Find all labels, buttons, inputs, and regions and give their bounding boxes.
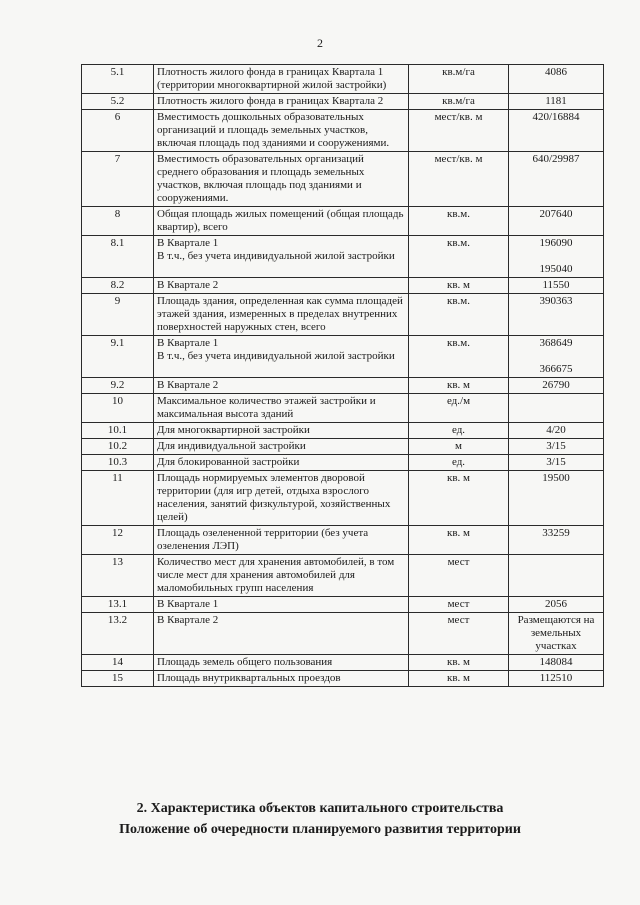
- indicator-description-cell: Плотность жилого фонда в границах Квартала 2: [154, 94, 409, 110]
- row-number-cell: 7: [82, 152, 154, 207]
- value-cell: [509, 655, 604, 671]
- value-text: 640/29987: [532, 153, 580, 165]
- indicators-table: [81, 64, 604, 687]
- unit-cell: кв. м: [409, 471, 509, 526]
- row-number-cell: 8.1: [82, 236, 154, 278]
- value-cell: [509, 597, 604, 613]
- value-text: [512, 556, 600, 569]
- row-number-cell: 5.1: [82, 65, 154, 94]
- unit-cell: кв. м: [409, 655, 509, 671]
- table-row: [82, 94, 604, 110]
- indicator-description-cell: Вместимость дошкольных образовательных организаций и площадь земельных участков, включая площадь под зданиями и сооружениями.: [154, 110, 409, 152]
- indicator-description-cell: Площадь земель общего пользования: [154, 655, 409, 671]
- indicator-description-cell: Площадь внутриквартальных проездов: [154, 671, 409, 687]
- value-text: 148084: [539, 656, 573, 668]
- row-number-cell: 9: [82, 294, 154, 336]
- table-row: [82, 455, 604, 471]
- value-text: [512, 250, 600, 263]
- value-text: 1181: [545, 95, 567, 107]
- value-cell: [509, 671, 604, 687]
- unit-cell: ед.: [409, 423, 509, 439]
- value-cell: [509, 555, 604, 597]
- table-row: [82, 394, 604, 423]
- unit-cell: мест: [409, 555, 509, 597]
- value-cell: [509, 152, 604, 207]
- row-number-cell: 10: [82, 394, 154, 423]
- table-row: [82, 671, 604, 687]
- unit-cell: кв. м: [409, 378, 509, 394]
- indicator-description-cell: Площадь нормируемых элементов дворовой территории (для игр детей, отдыха взрослого населения, занятий физкультурой, хозяйственных целей): [154, 471, 409, 526]
- row-number-cell: 9.1: [82, 336, 154, 378]
- table-row: [82, 555, 604, 597]
- indicator-description-cell: Для индивидуальной застройки: [154, 439, 409, 455]
- value-text: 390363: [539, 295, 573, 307]
- value-text: [512, 395, 600, 408]
- value-text: 112510: [539, 672, 573, 684]
- table-row: [82, 110, 604, 152]
- unit-cell: кв. м: [409, 278, 509, 294]
- unit-cell: кв.м.: [409, 236, 509, 278]
- table-row: [82, 336, 604, 378]
- unit-cell: кв.м/га: [409, 94, 509, 110]
- indicator-description-cell: Общая площадь жилых помещений (общая площадь квартир), всего: [154, 207, 409, 236]
- indicator-description-cell: Максимальное количество этажей застройки и максимальная высота зданий: [154, 394, 409, 423]
- value-cell: [509, 394, 604, 423]
- value-cell: [509, 207, 604, 236]
- unit-cell: кв.м.: [409, 336, 509, 378]
- indicator-description-cell: В Квартале 1: [154, 597, 409, 613]
- indicator-description-cell: Вместимость образовательных организаций среднего образования и площадь земельных участков, включая площадь под зданиями и сооружениями.: [154, 152, 409, 207]
- table-row: [82, 294, 604, 336]
- indicator-description-cell: Количество мест для хранения автомобилей, в том числе мест для хранения автомобилей для маломобильных групп населения: [154, 555, 409, 597]
- value-text: 2056: [545, 598, 567, 610]
- section-heading-line-2: Положение об очередности планируемого развития территории: [119, 822, 521, 837]
- indicator-description-cell: В Квартале 2: [154, 378, 409, 394]
- indicator-description-cell: В Квартале 1 В т.ч., без учета индивидуальной жилой застройки: [154, 236, 409, 278]
- value-text: [512, 350, 600, 363]
- row-number-cell: 6: [82, 110, 154, 152]
- row-number-cell: 10.2: [82, 439, 154, 455]
- value-cell: [509, 94, 604, 110]
- page-number: 2: [317, 36, 323, 50]
- value-text: 196090: [539, 237, 573, 249]
- indicators-table-body: [82, 65, 604, 687]
- table-row: [82, 65, 604, 94]
- unit-cell: мест: [409, 613, 509, 655]
- unit-cell: мест/кв. м: [409, 110, 509, 152]
- section-heading: [0, 798, 640, 840]
- row-number-cell: 5.2: [82, 94, 154, 110]
- row-number-cell: 8.2: [82, 278, 154, 294]
- unit-cell: кв. м: [409, 526, 509, 555]
- value-text: 11550: [542, 279, 570, 291]
- indicator-description-cell: Для многоквартирной застройки: [154, 423, 409, 439]
- row-number-cell: 13.1: [82, 597, 154, 613]
- table-row: [82, 207, 604, 236]
- value-text: 207640: [539, 208, 573, 220]
- value-cell: [509, 294, 604, 336]
- row-number-cell: 9.2: [82, 378, 154, 394]
- table-row: [82, 278, 604, 294]
- unit-cell: м: [409, 439, 509, 455]
- unit-cell: ед./м: [409, 394, 509, 423]
- unit-cell: кв.м/га: [409, 65, 509, 94]
- value-cell: [509, 613, 604, 655]
- value-text: 3/15: [546, 440, 566, 452]
- section-heading-line-1: 2. Характеристика объектов капитального строительства: [136, 801, 504, 816]
- indicator-description-cell: В Квартале 2: [154, 278, 409, 294]
- table-row: [82, 613, 604, 655]
- unit-cell: мест: [409, 597, 509, 613]
- value-cell: [509, 378, 604, 394]
- value-text: 3/15: [546, 456, 566, 468]
- value-cell: [509, 455, 604, 471]
- value-text: 366675: [539, 363, 573, 375]
- value-text: 4086: [545, 66, 567, 78]
- row-number-cell: 14: [82, 655, 154, 671]
- value-text: 368649: [539, 337, 573, 349]
- unit-cell: кв.м.: [409, 207, 509, 236]
- value-text: 19500: [542, 472, 570, 484]
- row-number-cell: 15: [82, 671, 154, 687]
- table-row: [82, 526, 604, 555]
- row-number-cell: 12: [82, 526, 154, 555]
- row-number-cell: 11: [82, 471, 154, 526]
- unit-cell: мест/кв. м: [409, 152, 509, 207]
- indicator-description-cell: Площадь здания, определенная как сумма площадей этажей здания, измеренных в пределах внутренних поверхностей наружных стен, всего: [154, 294, 409, 336]
- table-row: [82, 423, 604, 439]
- value-cell: [509, 526, 604, 555]
- table-row: [82, 439, 604, 455]
- value-cell: [509, 278, 604, 294]
- value-cell: [509, 336, 604, 378]
- value-cell: [509, 423, 604, 439]
- indicator-description-cell: Площадь озелененной территории (без учета озеленения ЛЭП): [154, 526, 409, 555]
- row-number-cell: 10.3: [82, 455, 154, 471]
- row-number-cell: 13: [82, 555, 154, 597]
- row-number-cell: 13.2: [82, 613, 154, 655]
- value-text: 420/16884: [532, 111, 580, 123]
- table-row: [82, 597, 604, 613]
- table-row: [82, 236, 604, 278]
- value-cell: [509, 471, 604, 526]
- table-row: [82, 655, 604, 671]
- value-text: 26790: [542, 379, 570, 391]
- table-row: [82, 152, 604, 207]
- value-cell: [509, 236, 604, 278]
- value-text: 195040: [539, 263, 573, 275]
- value-text: Размещаются на земельных участках: [517, 614, 595, 652]
- row-number-cell: 8: [82, 207, 154, 236]
- value-text: 33259: [542, 527, 570, 539]
- unit-cell: ед.: [409, 455, 509, 471]
- unit-cell: кв.м.: [409, 294, 509, 336]
- indicator-description-cell: В Квартале 2: [154, 613, 409, 655]
- indicator-description-cell: Для блокированной застройки: [154, 455, 409, 471]
- value-text: 4/20: [546, 424, 566, 436]
- table-row: [82, 471, 604, 526]
- value-cell: [509, 110, 604, 152]
- indicators-table-container: [81, 64, 604, 687]
- indicator-description-cell: В Квартале 1 В т.ч., без учета индивидуальной жилой застройки: [154, 336, 409, 378]
- value-cell: [509, 65, 604, 94]
- table-row: [82, 378, 604, 394]
- row-number-cell: 10.1: [82, 423, 154, 439]
- unit-cell: кв. м: [409, 671, 509, 687]
- value-cell: [509, 439, 604, 455]
- indicator-description-cell: Плотность жилого фонда в границах Квартала 1 (территории многоквартирной жилой застройки): [154, 65, 409, 94]
